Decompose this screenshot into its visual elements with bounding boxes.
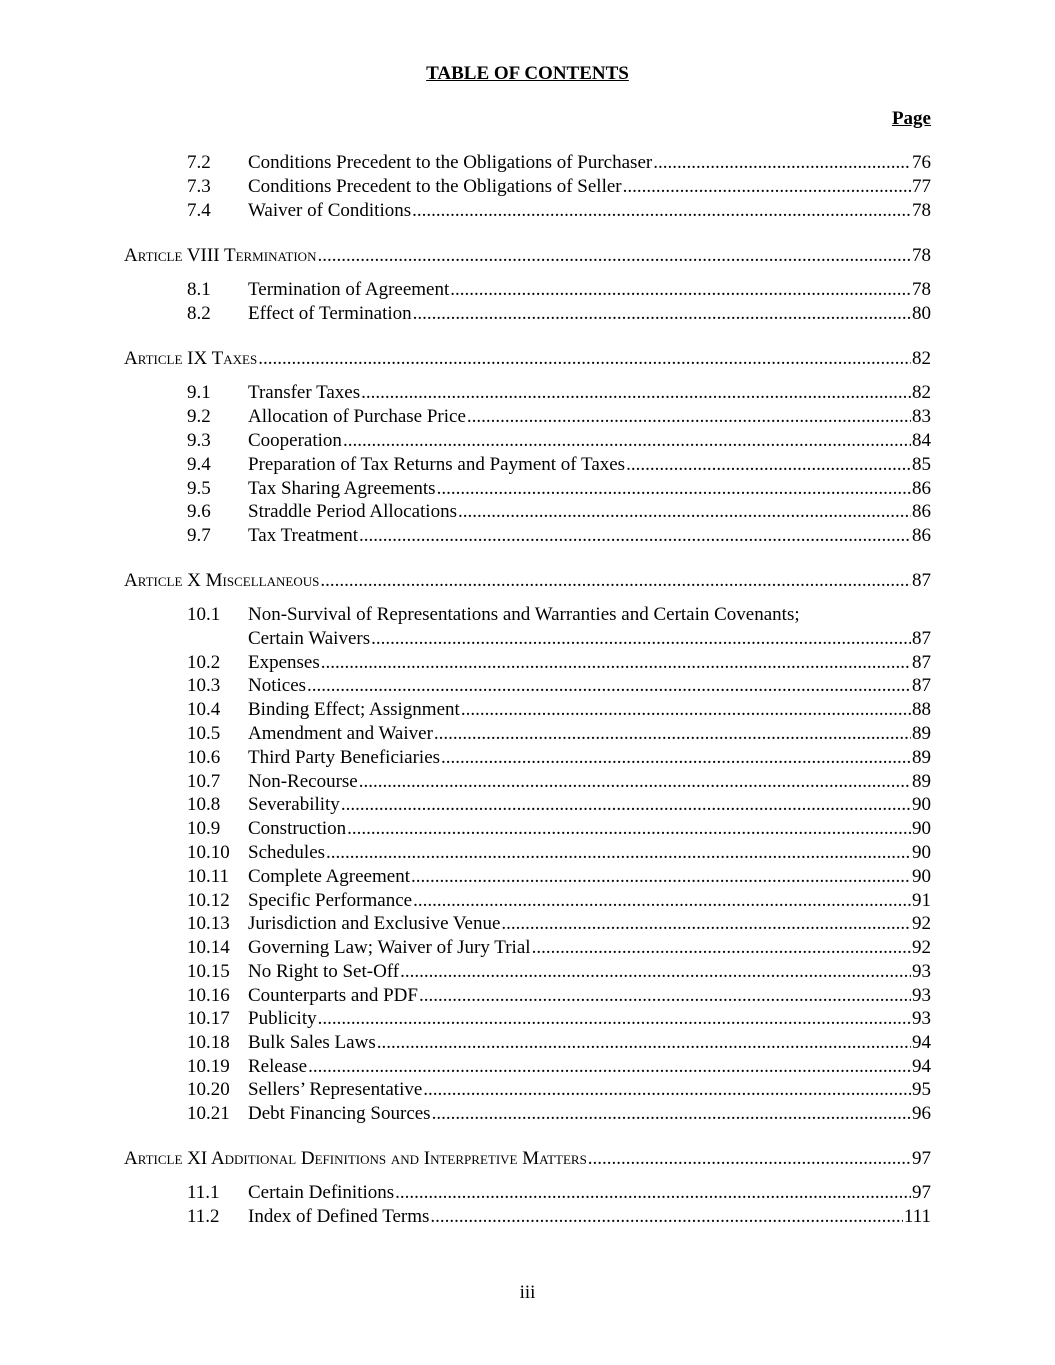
- toc-entry[interactable]: [187, 405, 931, 429]
- section-title: Release: [248, 1056, 308, 1077]
- section-title: Sellers’ Representative: [248, 1079, 423, 1100]
- toc-article-heading[interactable]: [124, 244, 931, 268]
- toc-article-heading[interactable]: [124, 1147, 931, 1171]
- leader-dots: [441, 746, 911, 770]
- section-title: Conditions Precedent to the Obligations of Purchaser: [248, 152, 653, 173]
- toc-entry[interactable]: [187, 477, 931, 501]
- page-number: 90: [912, 818, 931, 839]
- page-number: 89: [912, 771, 931, 792]
- toc-entry[interactable]: [187, 500, 931, 524]
- page-number: 86: [912, 501, 931, 522]
- leader-dots: [321, 651, 911, 675]
- page-number: 93: [912, 985, 931, 1006]
- section-title: Binding Effect; Assignment: [248, 699, 460, 720]
- toc-entry[interactable]: [187, 524, 931, 548]
- leader-dots: [501, 912, 911, 936]
- leader-dots: [341, 793, 911, 817]
- page-number: 87: [912, 570, 931, 591]
- page-number: 82: [912, 382, 931, 403]
- toc-entry[interactable]: [187, 770, 931, 794]
- section-number: 10.20: [187, 1079, 230, 1100]
- section-title: Allocation of Purchase Price: [248, 406, 466, 427]
- toc-entry[interactable]: [187, 674, 931, 698]
- leader-dots: [434, 722, 911, 746]
- section-number: 10.15: [187, 961, 230, 982]
- section-title: Notices: [248, 675, 307, 696]
- page-number: 88: [912, 699, 931, 720]
- page-number: 90: [912, 866, 931, 887]
- section-number: 10.4: [187, 699, 221, 720]
- page-number: 78: [912, 200, 931, 221]
- section-title: Schedules: [248, 842, 326, 863]
- toc-entry[interactable]: [187, 746, 931, 770]
- page-number: 86: [912, 525, 931, 546]
- article-label: Article VIII Termination: [124, 245, 317, 266]
- toc-title: TABLE OF CONTENTS: [426, 63, 629, 84]
- page-number: 89: [912, 747, 931, 768]
- section-title: Conditions Precedent to the Obligations of Seller: [248, 176, 622, 197]
- section-title: Index of Defined Terms: [248, 1206, 430, 1227]
- page-number: 86: [912, 478, 931, 499]
- section-title: Specific Performance: [248, 890, 413, 911]
- section-title: Severability: [248, 794, 340, 815]
- toc-entry[interactable]: [187, 199, 931, 223]
- toc-entry[interactable]: [187, 1007, 931, 1031]
- section-number: 10.7: [187, 771, 221, 792]
- section-title: Certain Definitions: [248, 1182, 395, 1203]
- page-number: 90: [912, 794, 931, 815]
- leader-dots: [437, 477, 911, 501]
- section-title: Counterparts and PDF: [248, 985, 418, 1006]
- section-number: 10.13: [187, 913, 230, 934]
- toc-entry[interactable]: [187, 1102, 931, 1126]
- section-title: Termination of Agreement: [248, 279, 450, 300]
- leader-dots: [258, 347, 911, 371]
- leader-dots: [318, 1007, 911, 1031]
- page-number: 97: [912, 1148, 931, 1169]
- section-number: 10.10: [187, 842, 230, 863]
- toc-entry[interactable]: [187, 175, 931, 199]
- leader-dots: [653, 151, 911, 175]
- toc-entry-continuation[interactable]: [248, 627, 931, 651]
- section-title: Non-Recourse: [248, 771, 358, 792]
- section-number: 10.9: [187, 818, 221, 839]
- toc-entry[interactable]: [187, 865, 931, 889]
- toc-entry[interactable]: [187, 1078, 931, 1102]
- leader-dots: [411, 865, 911, 889]
- section-title: Transfer Taxes: [248, 382, 361, 403]
- section-title-line2: Certain Waivers: [248, 628, 371, 649]
- section-number: 9.2: [187, 406, 211, 427]
- section-title: Cooperation: [248, 430, 342, 451]
- section-title: Straddle Period Allocations: [248, 501, 457, 522]
- leader-dots: [432, 1102, 911, 1126]
- section-number: 10.19: [187, 1056, 230, 1077]
- section-title: Expenses: [248, 652, 320, 673]
- section-title: Preparation of Tax Returns and Payment of Taxes: [248, 454, 626, 475]
- page-number: 87: [912, 652, 931, 673]
- leader-dots: [343, 429, 911, 453]
- leader-dots: [626, 453, 911, 477]
- leader-dots: [588, 1147, 911, 1171]
- leader-dots: [430, 1205, 903, 1229]
- section-number: 10.2: [187, 652, 221, 673]
- leader-dots: [377, 1031, 911, 1055]
- section-number: 9.3: [187, 430, 211, 451]
- leader-dots: [423, 1078, 911, 1102]
- toc-entry[interactable]: [187, 1055, 931, 1079]
- section-number: 7.2: [187, 152, 211, 173]
- section-number: 10.1: [187, 604, 221, 625]
- section-number: 11.1: [187, 1182, 220, 1203]
- page-number: 90: [912, 842, 931, 863]
- section-title: Complete Agreement: [248, 866, 410, 887]
- leader-dots: [326, 841, 911, 865]
- section-number: 9.7: [187, 525, 211, 546]
- leader-dots: [458, 500, 911, 524]
- section-number: 7.3: [187, 176, 211, 197]
- section-number: 10.8: [187, 794, 221, 815]
- section-title: Effect of Termination: [248, 303, 412, 324]
- leader-dots: [395, 1181, 911, 1205]
- article-label: Article X Miscellaneous: [124, 570, 320, 591]
- page-number: 92: [912, 937, 931, 958]
- section-number: 10.18: [187, 1032, 230, 1053]
- section-number: 8.2: [187, 303, 211, 324]
- toc-entry[interactable]: [187, 841, 931, 865]
- toc-entry[interactable]: [187, 984, 931, 1008]
- leader-dots: [359, 770, 911, 794]
- page-number: 93: [912, 1008, 931, 1029]
- section-number: 7.4: [187, 200, 211, 221]
- toc-entry[interactable]: [187, 651, 931, 675]
- page-number: 111: [903, 1206, 931, 1227]
- section-number: 9.6: [187, 501, 211, 522]
- page-number: 82: [912, 348, 931, 369]
- toc-entry[interactable]: [187, 278, 931, 302]
- toc-entry[interactable]: [187, 936, 931, 960]
- section-title: Waiver of Conditions: [248, 200, 412, 221]
- toc-entry[interactable]: [187, 722, 931, 746]
- toc-entry[interactable]: [187, 698, 931, 722]
- section-number: 8.1: [187, 279, 211, 300]
- page-number: 97: [912, 1182, 931, 1203]
- page-number: 95: [912, 1079, 931, 1100]
- page-column-header: Page: [891, 108, 931, 129]
- page-number: 80: [912, 303, 931, 324]
- toc-entry[interactable]: [187, 151, 931, 175]
- leader-dots: [419, 984, 911, 1008]
- toc-entry[interactable]: [187, 302, 931, 326]
- section-number: 10.16: [187, 985, 230, 1006]
- toc-entry[interactable]: [187, 429, 931, 453]
- article-label: Article IX Taxes: [124, 348, 258, 369]
- section-title: Third Party Beneficiaries: [248, 747, 441, 768]
- toc-entry[interactable]: [187, 1031, 931, 1055]
- toc-entry[interactable]: [187, 1181, 931, 1205]
- section-number: 10.17: [187, 1008, 230, 1029]
- toc-entry[interactable]: [187, 381, 931, 405]
- article-label: Article XI Additional Definitions and Interpretive Matters: [124, 1148, 587, 1169]
- page-number: 78: [912, 245, 931, 266]
- section-title: Tax Treatment: [248, 525, 359, 546]
- toc-entry[interactable]: [187, 889, 931, 913]
- leader-dots: [532, 936, 911, 960]
- section-number: 10.5: [187, 723, 221, 744]
- toc-article-heading[interactable]: [124, 347, 931, 371]
- toc-entry[interactable]: [187, 912, 931, 936]
- leader-dots: [413, 302, 911, 326]
- leader-dots: [308, 1055, 911, 1079]
- section-title: Debt Financing Sources: [248, 1103, 431, 1124]
- page-number: 91: [912, 890, 931, 911]
- section-title: Governing Law; Waiver of Jury Trial: [248, 937, 531, 958]
- section-number: 10.3: [187, 675, 221, 696]
- toc-entry-multiline[interactable]: [187, 603, 931, 627]
- section-number: 9.4: [187, 454, 211, 475]
- section-title: Bulk Sales Laws: [248, 1032, 376, 1053]
- leader-dots: [359, 524, 911, 548]
- toc-entry[interactable]: [187, 1205, 931, 1229]
- page-number: 89: [912, 723, 931, 744]
- section-number: 9.1: [187, 382, 211, 403]
- leader-dots: [400, 960, 911, 984]
- page-number: 87: [912, 675, 931, 696]
- page-number: 94: [912, 1032, 931, 1053]
- page-number: 92: [912, 913, 931, 934]
- page-number: 84: [912, 430, 931, 451]
- leader-dots: [413, 889, 911, 913]
- page-number: 78: [912, 279, 931, 300]
- leader-dots: [307, 674, 911, 698]
- leader-dots: [347, 817, 911, 841]
- toc-article-heading[interactable]: [124, 569, 931, 593]
- section-title: Amendment and Waiver: [248, 723, 433, 744]
- page-number: 76: [912, 152, 931, 173]
- leader-dots: [623, 175, 911, 199]
- leader-dots: [317, 244, 911, 268]
- toc-entry[interactable]: [187, 453, 931, 477]
- section-number: 10.6: [187, 747, 221, 768]
- leader-dots: [467, 405, 911, 429]
- section-title: No Right to Set-Off: [248, 961, 400, 982]
- page-number: 77: [912, 176, 931, 197]
- section-number: 10.12: [187, 890, 230, 911]
- leader-dots: [361, 381, 911, 405]
- toc-entry[interactable]: [187, 793, 931, 817]
- page-number: 96: [912, 1103, 931, 1124]
- section-title: Jurisdiction and Exclusive Venue: [248, 913, 501, 934]
- leader-dots: [371, 627, 911, 651]
- toc-entry[interactable]: [187, 817, 931, 841]
- section-title: Publicity: [248, 1008, 317, 1029]
- page-number: 94: [912, 1056, 931, 1077]
- section-title: Tax Sharing Agreements: [248, 478, 436, 499]
- section-title-line1: Non-Survival of Representations and Warranties and Certain Covenants;: [248, 604, 800, 625]
- leader-dots: [450, 278, 911, 302]
- section-number: 11.2: [187, 1206, 220, 1227]
- page-number: 93: [912, 961, 931, 982]
- page-number: 85: [912, 454, 931, 475]
- footer-page-number: iii: [519, 1282, 536, 1303]
- leader-dots: [461, 698, 911, 722]
- leader-dots: [412, 199, 911, 223]
- leader-dots: [320, 569, 911, 593]
- section-number: 9.5: [187, 478, 211, 499]
- section-number: 10.21: [187, 1103, 230, 1124]
- section-number: 10.11: [187, 866, 230, 887]
- page-number: 83: [912, 406, 931, 427]
- page-number: 87: [912, 628, 931, 649]
- section-title: Construction: [248, 818, 347, 839]
- section-number: 10.14: [187, 937, 230, 958]
- toc-entry[interactable]: [187, 960, 931, 984]
